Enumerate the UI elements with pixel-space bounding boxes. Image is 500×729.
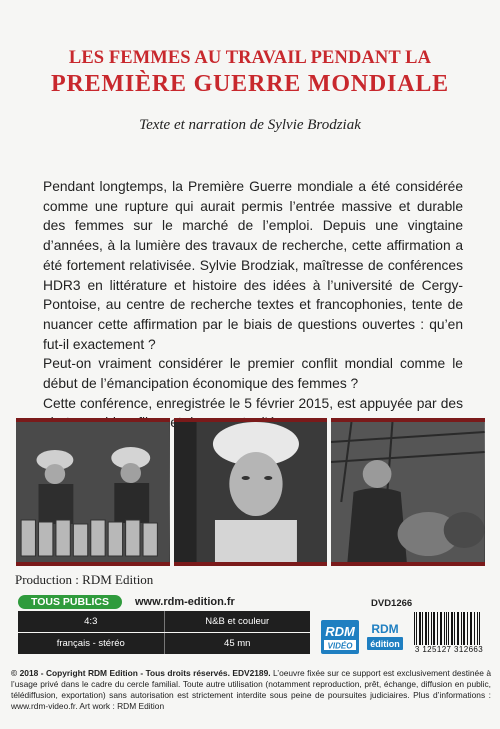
- rdm-edition-logo-bottom: édition: [370, 639, 400, 649]
- rdm-video-logo-top: RDM: [325, 624, 355, 639]
- copyright-notice: [11, 668, 491, 712]
- rdm-video-logo: [321, 620, 359, 654]
- website-link[interactable]: www.rdm-edition.fr: [135, 596, 235, 608]
- rdm-video-logo-bottom: VIDÉO: [327, 641, 353, 651]
- photo-nurse-portrait: [174, 418, 328, 566]
- paragraph-2: Peut-on vraiment considérer le premier conflit mondial comme le début de l’émancipation économique des femmes ?: [43, 356, 463, 392]
- photo-women-shells: [16, 418, 170, 566]
- production-credit: Production : RDM Edition: [15, 572, 154, 587]
- subtitle: Texte et narration de Sylvie Brodziak: [139, 117, 361, 133]
- spec-audio: français - stéréo: [56, 638, 125, 649]
- dvd-code: DVD1266: [371, 598, 413, 609]
- spec-row-2: [18, 633, 310, 654]
- barcode-number: 3 125127 312663: [414, 645, 484, 654]
- copyright-text: L’oeuvre fixée sur ce support est exclusivement destinée à l’usage privé dans le cadre du cercle familial. Toute autre utilisation (notamment reproduction, prêt, échange, diffusion en public, télédiffusion, exportation) sans autorisation est strictement interdite sous peine de poursuites judiciaires. Plus d’informations : www.rdm-video.fr. Art work : RDM Edition: [11, 668, 491, 711]
- photo-factory-worker: [331, 418, 485, 566]
- copyright-bold: © 2018 - Copyright RDM Edition - Tous droits réservés. EDV2189.: [11, 668, 271, 678]
- paragraph-3: Cette conférence, enregistrée le 5 février 2015, est appuyée par des: [43, 395, 463, 411]
- rdm-edition-logo-top: RDM: [371, 622, 399, 636]
- spec-color: N&B et couleur: [205, 616, 270, 627]
- spec-duration: 45 mn: [224, 638, 251, 649]
- rating-badge: TOUS PUBLICS: [18, 595, 122, 609]
- title-line-1: LES FEMMES AU TRAVAIL PENDANT LA: [68, 48, 432, 68]
- spec-row-1: [18, 611, 310, 632]
- title-line-2: PREMIÈRE GUERRE MONDIALE: [51, 71, 449, 97]
- photo-strip: [16, 418, 485, 566]
- description: [43, 177, 463, 433]
- paragraph-1: Pendant longtemps, la Première Guerre mondiale a été considérée comme une rupture qui aurait permis l’entrée massive et durable des femmes sur le marché de l’emploi. Depuis une vingtaine d’années, à la lumière des travaux de recherche, cette affirmation a été fortement relativisée. Sylvie Brodziak, maîtresse de conférences HDR3 en littérature et histoire des idées à l’université de Cergy-Pontoise, au centre de recherche textes et francophonies, tente de nuancer cette affirmation par le biais de questions ouvertes : qu’en fut-il exactement ?: [43, 179, 463, 352]
- rdm-edition-logo: [365, 620, 405, 654]
- spec-aspect: 4:3: [84, 616, 98, 627]
